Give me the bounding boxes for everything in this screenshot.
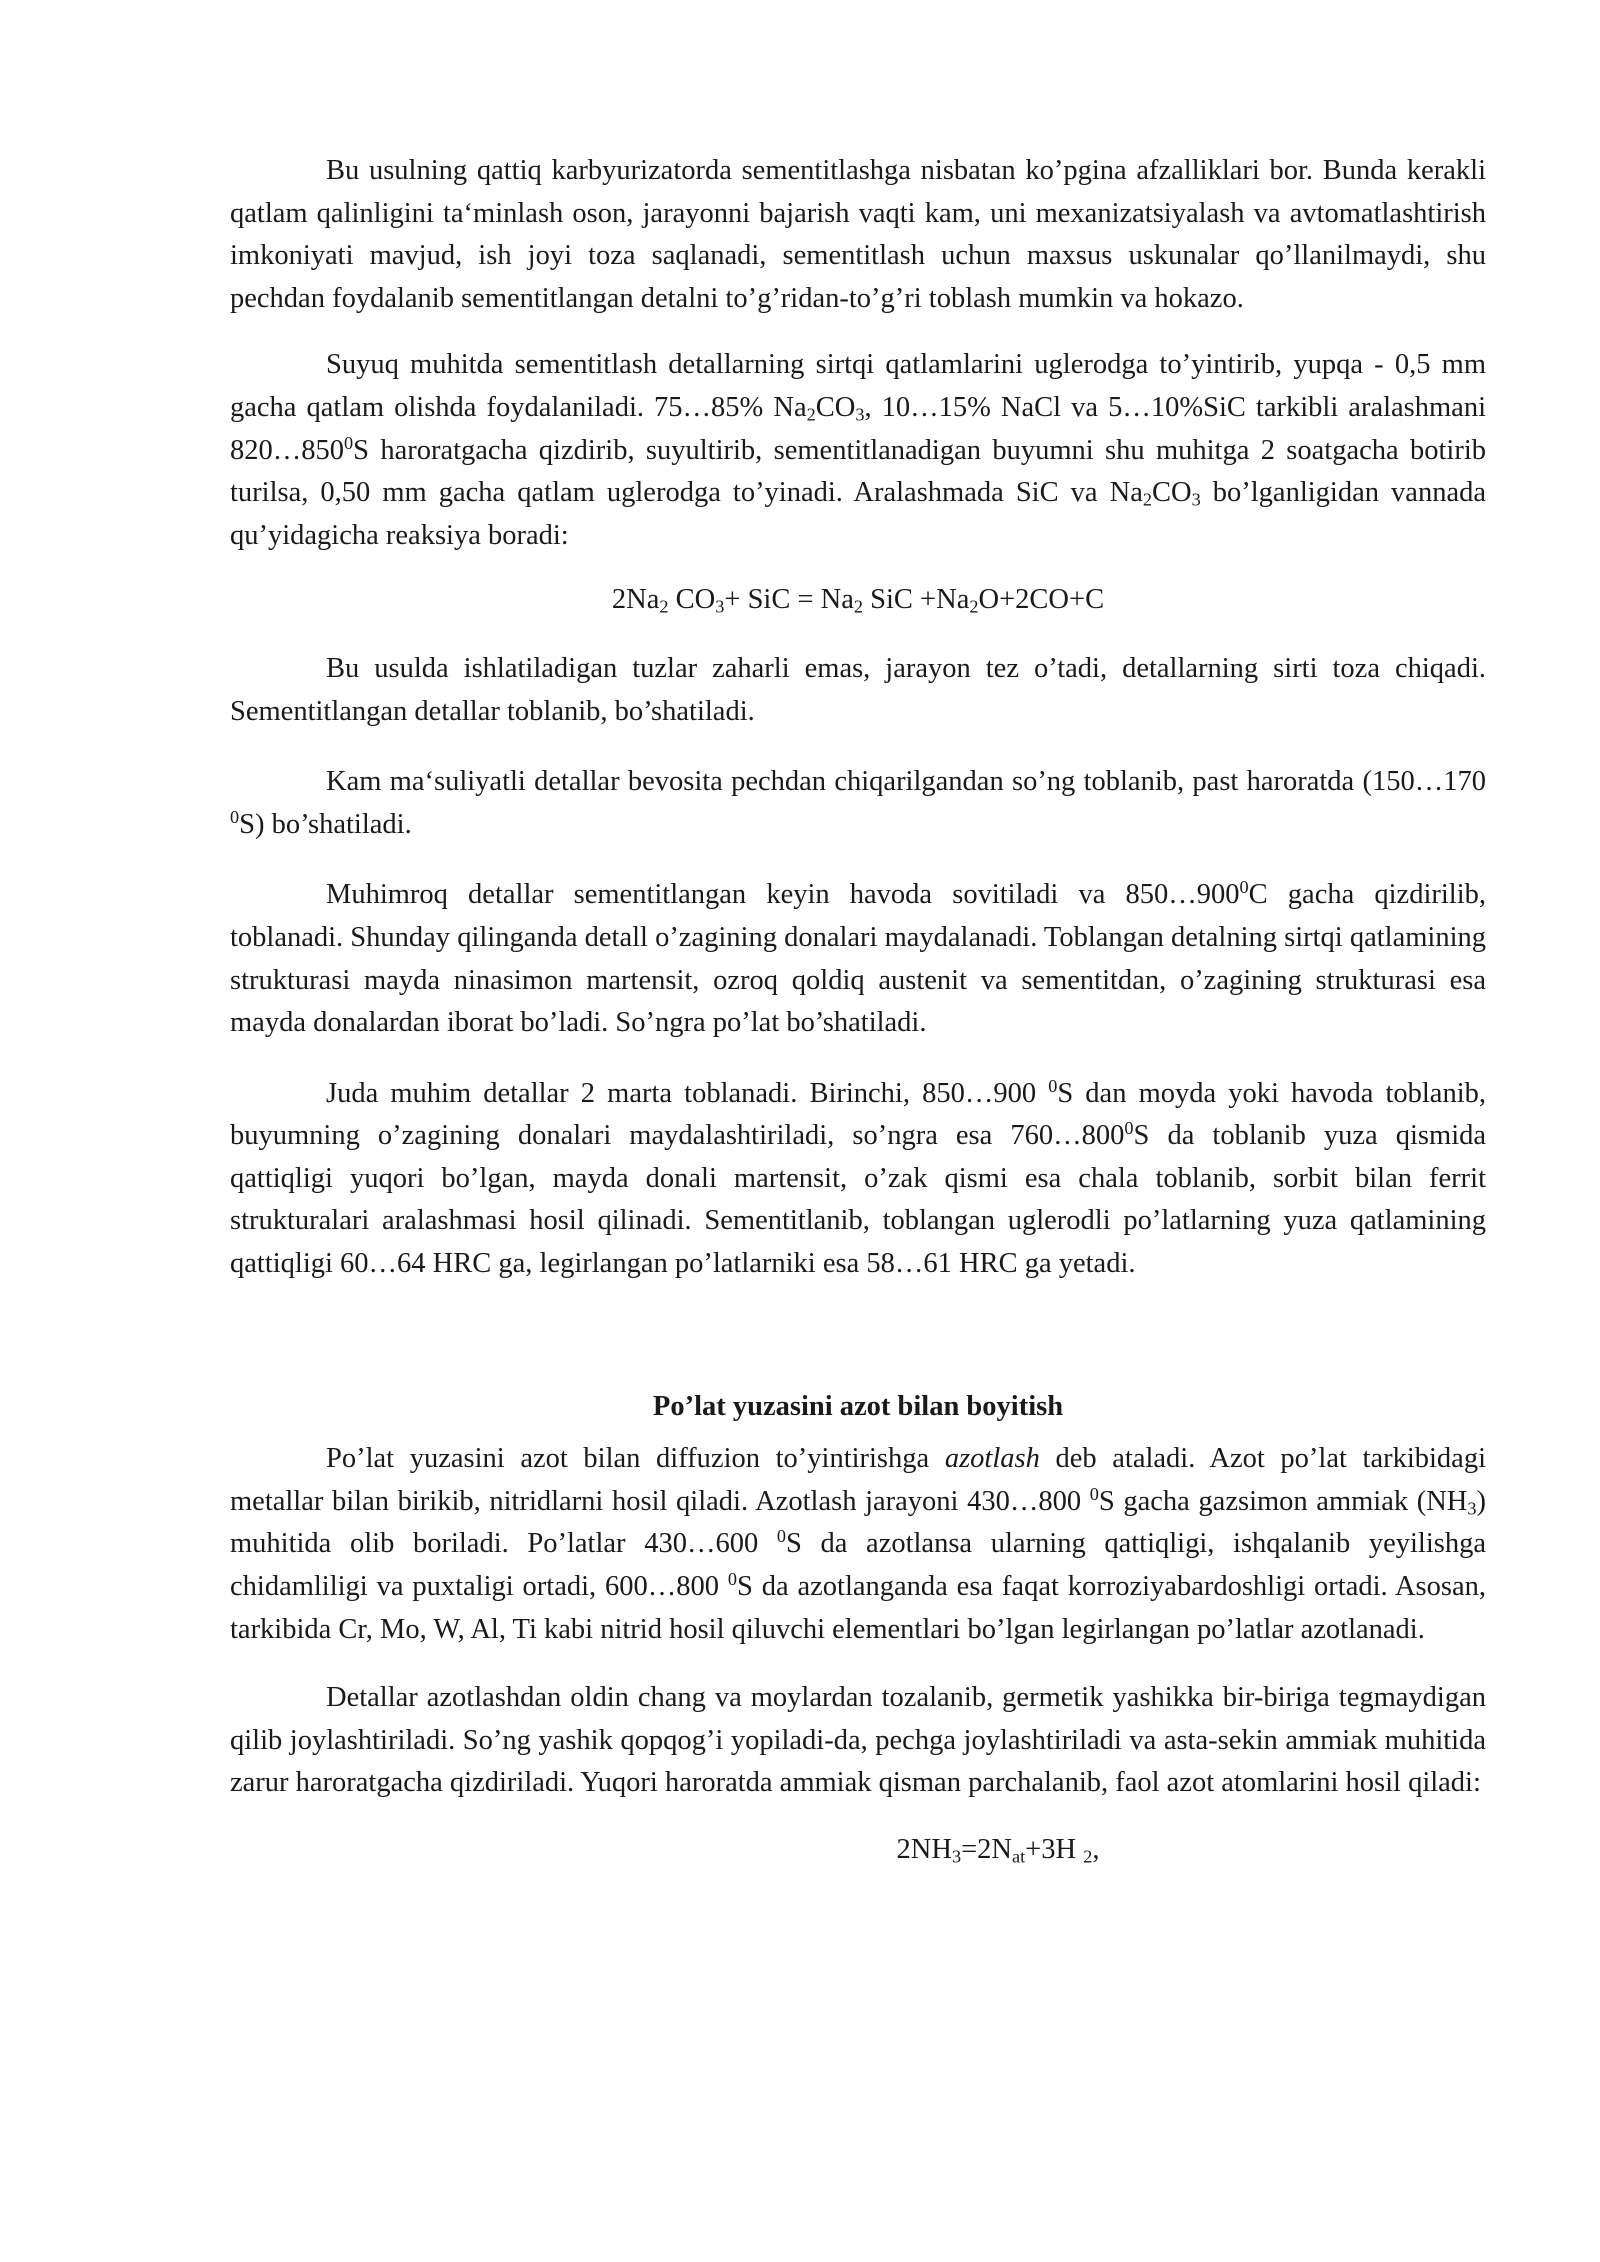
paragraph-low-responsibility-parts [230, 761, 1486, 846]
text-run: CO [815, 391, 856, 423]
subscript: 3 [1191, 489, 1201, 510]
text-run: + SiC = Na [724, 584, 854, 616]
subscript: 2 [806, 404, 816, 425]
superscript: 0 [776, 1526, 786, 1547]
text-run: 2Na [611, 584, 660, 616]
subscript: 2 [969, 596, 979, 617]
superscript: 0 [727, 1569, 737, 1589]
superscript: 0 [1048, 1075, 1058, 1096]
text-run: deb ataladi. Azot po’lat tarkibidagi metallar bilan birikib, nitridlarni hosil qiladi. Azotlash jarayoni 430…800 [230, 1443, 1486, 1517]
text-run: C gacha qizdirilib, toblanadi. Shunday qilinganda detall o’zagining donalari maydalanadi. Toblangan detalning sirtqi qatlamining strukturasi mayda ninasimon martensit, ozroq qoldiq austenit va sementitdan, o’zagining strukturasi esa mayda donalardan iborat bo’ladi. So’ngra po’lat bo’shatiladi. [230, 879, 1486, 1039]
subscript: 2 [853, 596, 864, 617]
superscript: 0 [344, 432, 354, 453]
superscript: 0 [1124, 1118, 1134, 1139]
document-body [230, 150, 1486, 1872]
text-run: SiC +Na [863, 584, 970, 616]
text-run: O+2CO+C [978, 584, 1105, 616]
superscript: 0 [230, 806, 240, 827]
subscript: 3 [951, 1846, 962, 1867]
subscript: at [1012, 1846, 1026, 1867]
superscript: 0 [1239, 877, 1249, 898]
text-run: CO [1151, 477, 1192, 509]
paragraph-carburizing-advantages: Bu usulning qattiq karbyurizatorda sementitlashga nisbatan ko’pgina afzalliklari bor. Bunda kerakli qatlam qalinligini ta‘minlash oson, jarayonni bajarish vaqti kam, uni mexanizatsiyalash va avtomatlashtirish imkoniyati mavjud, ish joyi toza saqlanadi, sementitlash uchun maxsus uskunalar qo’llanilmaydi, shu pechdan foydalanib sementitlangan detalni to’g’ridan-to’g’ri toblash mumkin va hokazo. [230, 155, 1486, 314]
paragraph-nitriding-definition [230, 1438, 1486, 1651]
superscript: 0 [1089, 1483, 1099, 1504]
reaction-formula-ammonia [230, 1829, 1486, 1872]
text-run: Juda muhim detallar 2 marta toblanadi. Birinchi, 850…900 [326, 1077, 1049, 1109]
italic-term: azotlash [944, 1443, 1040, 1475]
text-run: Kam ma‘suliyatli detallar bevosita pechdan chiqarilgandan so’ng toblanib, past haroratda (150…170 [326, 766, 1486, 798]
subscript: 2 [1083, 1846, 1093, 1867]
paragraph-liquid-carburizing [230, 344, 1486, 557]
text-run: =2N [961, 1834, 1012, 1865]
text-run: Suyuq muhitda sementitlash detallarning sirtqi qatlamlarini uglerodga to’yintirib, yupqa - 0,5 mm gacha qatlam olishda foydalaniladi. 75…85% Na [230, 349, 1486, 423]
text-run: S haroratgacha qizdirib, suyultirib, sementitlanadigan buyumni shu muhitga 2 soatgacha botirib turilsa, 0,50 mm gacha qatlam uglerodga to’yinadi. Aralashmada SiC va Na [230, 434, 1486, 509]
text-run: S) bo’shatiladi. [239, 808, 412, 840]
text-run: , 10…15% NaCl va 5…10%SiC tarkibli aralashmani 820…850 [230, 391, 1486, 466]
text-run: CO [668, 584, 716, 616]
text-run: , [1092, 1834, 1100, 1865]
text-run: S da azotlanganda esa faqat korroziyabardoshligi ortadi. Asosan, tarkibida Cr, Mo, W, Al, Ti kabi nitrid hosil qiluvchi elementlari bo’lgan legirlangan po’latlar azotlanadi. [230, 1571, 1486, 1645]
text-run: Po’lat yuzasini azot bilan diffuzion to’yintirishga [326, 1443, 945, 1475]
subscript: 2 [659, 596, 669, 617]
subscript: 2 [1142, 489, 1152, 510]
text-run: Muhimroq detallar sementitlangan keyin havoda sovitiladi va 850…900 [326, 879, 1240, 911]
section-heading-nitriding: Po’lat yuzasini azot bilan boyitish [652, 1390, 1064, 1422]
paragraph-nitriding-preparation: Detallar azotlashdan oldin chang va moylardan tozalanib, germetik yashikka bir-biriga tegmaydigan qilib joylashtiriladi. So’ng yashik qopqog’i yopiladi-da, pechga joylashtiriladi va asta-sekin ammiak muhitida zarur haroratgacha qizdiriladi. Yuqori haroratda ammiak qisman parchalanib, faol azot atomlarini hosil qiladi: [230, 1682, 1486, 1799]
paragraph-important-parts [230, 874, 1486, 1044]
reaction-formula-sodium-carbonate [230, 579, 1486, 622]
paragraph-very-important-parts [230, 1073, 1486, 1286]
text-run: bo’lganligidan vannada qu’yidagicha reaksiya boradi: [230, 477, 1486, 551]
paragraph-salts-not-toxic: Bu usulda ishlatiladigan tuzlar zaharli emas, jarayon tez o’tadi, detallarning sirti toza chiqadi. Sementitlangan detallar toblanib, bo’shatiladi. [230, 652, 1486, 727]
text-run: S gacha gazsimon ammiak (NH [1098, 1485, 1468, 1517]
subscript: 3 [1467, 1498, 1477, 1519]
subscript: 3 [855, 404, 865, 425]
text-run: S da azotlansa ularning qattiqligi, ishqalanib yeyilishga chidamliligi va puxtaligi ortadi, 600…800 [230, 1528, 1486, 1603]
text-run: S da toblanib yuza qismida qattiqligi yuqori bo’lgan, mayda donali martensit, o’zak qismi esa chala toblanib, sorbit bilan ferrit strukturalari aralashmasi hosil qilinadi. Sementitlanib, toblangan uglerodli po’latlarning yuza qatlamining qattiqligi 60…64 HRC ga, legirlangan po’latlarniki esa 58…61 HRC ga yetadi. [230, 1120, 1487, 1280]
text-run: ) muhitida olib boriladi. Po’latlar 430…600 [230, 1485, 1487, 1560]
subscript: 3 [715, 596, 725, 617]
text-run: S dan moyda yoki havoda toblanib, buyumning o’zagining donalari maydalashtiriladi, so’ngra esa 760…800 [230, 1077, 1486, 1152]
text-run: 2NH [896, 1834, 952, 1865]
text-run: +3H [1025, 1834, 1084, 1865]
